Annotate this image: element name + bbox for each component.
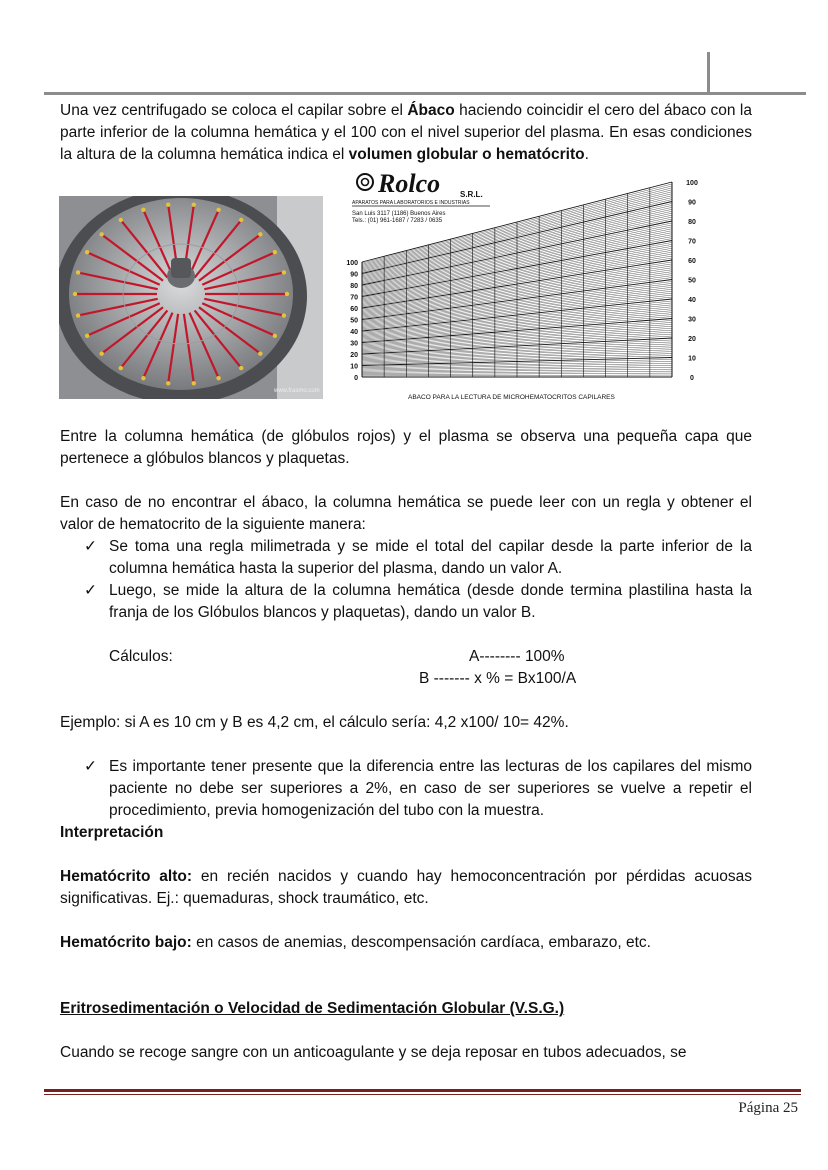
intro-text-3: . (584, 146, 589, 163)
rolco-logo-icon (357, 174, 373, 190)
left-scale-label: 70 (350, 294, 358, 302)
interpretacion-heading: Interpretación (60, 824, 164, 841)
steps-list (60, 536, 752, 624)
left-scale-label: 50 (350, 317, 358, 325)
left-scale-label: 10 (350, 363, 358, 371)
right-scale-label: 100 (686, 180, 698, 187)
ejemplo-text: Ejemplo: si A es 10 cm y B es 4,2 cm, el cálculo sería: 4,2 x100/ 10= 42%. (60, 714, 569, 731)
calculos-line-2: B ------- x % = Bx100/A (419, 670, 577, 687)
left-scale (346, 260, 358, 382)
section-title: Eritrosedimentación o Velocidad de Sedimentación Globular (V.S.G.) (60, 1000, 565, 1017)
bullet-text-1: Se toma una regla milimetrada y se mide el total del capilar desde la parte inferior de la columna hemática hasta la superior del plasma, dando un valor A. (109, 538, 752, 577)
para-capa: Entre la columna hemática (de glóbulos rojos) y el plasma se observa una pequeña capa que pertenece a glóbulos blancos y plaquetas. (60, 428, 752, 467)
right-scale-label: 60 (688, 258, 696, 265)
calculos-label: Cálculos: (109, 648, 173, 665)
right-scale-label: 90 (688, 199, 696, 207)
page-number: Página 25 (738, 1100, 798, 1116)
abaco-chart (342, 172, 704, 404)
check-icon: ✓ (84, 758, 97, 775)
brand-subtitle: APARATOS PARA LABORATORIOS E INDUSTRIAS (352, 200, 470, 206)
check-icon: ✓ (84, 538, 97, 555)
intro-bold-term: volumen globular o hematócrito (348, 146, 585, 163)
intro-text-1: Una vez centrifugado se coloca el capilar sobre el (60, 102, 408, 119)
intro-text-2: haciendo coincidir el cero del ábaco con la parte inferior de la columna hemática y el 100 con el nivel superior del plasma. En esas condiciones la altura de la columna hemática indica el (60, 102, 752, 163)
brand-suffix: S.R.L. (460, 190, 483, 199)
header-rule (44, 92, 806, 95)
centrifuge-photo (59, 196, 323, 399)
centrifuge-image (59, 196, 323, 399)
list-item (60, 580, 752, 624)
para-regla: En caso de no encontrar el ábaco, la columna hemática se puede leer con un regla y obtener el valor de hematocrito de la siguiente manera: (60, 494, 752, 533)
list-item (60, 756, 752, 822)
bullet-text-2: Luego, se mide la altura de la columna hemática (desde donde termina plastilina hasta la franja de los Glóbulos blancos y plaquetas), dando un valor B. (109, 582, 752, 621)
calculos-block (109, 646, 752, 690)
bajo-text: en casos de anemias, descompensación cardíaca, embarazo, etc. (191, 934, 651, 951)
right-scale-label: 40 (688, 297, 696, 304)
bajo-label: Hematócrito bajo: (60, 934, 192, 951)
steps-list-2 (60, 756, 752, 822)
left-scale-label: 80 (350, 283, 358, 290)
check-icon: ✓ (84, 582, 97, 599)
alto-text: en recién nacidos y cuando hay hemoconcentración por pérdidas acuosas significativas. Ej.: quemaduras, shock traumático, etc. (60, 868, 752, 907)
right-scale-label: 30 (688, 316, 696, 324)
right-scale (686, 180, 698, 382)
left-scale-label: 0 (354, 375, 358, 382)
right-scale-label: 0 (690, 375, 694, 382)
hematocrito-alto (60, 866, 752, 910)
photo-watermark: www.frasmo.com (274, 388, 320, 394)
brand-name: Rolco (378, 172, 441, 198)
right-scale-label: 70 (688, 238, 696, 246)
footer-rule-thin (44, 1094, 801, 1095)
right-scale-label: 10 (688, 355, 696, 363)
left-scale-label: 60 (350, 306, 358, 313)
left-scale-label: 90 (350, 271, 358, 279)
right-scale-label: 20 (688, 336, 696, 343)
footer-rule (44, 1089, 801, 1092)
left-scale-label: 100 (346, 260, 358, 267)
left-scale-label: 20 (350, 352, 358, 359)
left-scale-label: 40 (350, 329, 358, 336)
alto-label: Hematócrito alto: (60, 868, 193, 885)
header-tick (707, 52, 710, 94)
right-scale-label: 80 (688, 219, 696, 226)
list-item (60, 536, 752, 580)
phones-text: Tels.: (01) 961-1687 / 7283 / 0635 (352, 218, 443, 224)
abaco-caption: ABACO PARA LA LECTURA DE MICROHEMATOCRITOS CAPILARES (408, 394, 615, 401)
bullet-text-3: Es importante tener presente que la diferencia entre las lecturas de los capilares del mismo paciente no debe ser superiores a 2%, en caso de ser superiores se vuelve a repetir el procedimiento, previa homogenización del tubo con la muestra. (109, 758, 752, 819)
address-text: San Luis 3117 (1186) Buenos Aires (352, 211, 446, 217)
left-scale-label: 30 (350, 340, 358, 348)
intro-abaco: Ábaco (407, 102, 455, 119)
page-content (60, 100, 752, 1064)
abaco-svg (342, 172, 704, 404)
last-paragraph: Cuando se recoge sangre con un anticoagulante y se deja reposar en tubos adecuados, se (60, 1044, 687, 1061)
calculos-line-1: A-------- 100% (469, 648, 565, 665)
intro-paragraph (60, 100, 752, 166)
hematocrito-bajo (60, 932, 752, 954)
right-scale-label: 50 (688, 277, 696, 285)
figure-row (60, 172, 752, 410)
